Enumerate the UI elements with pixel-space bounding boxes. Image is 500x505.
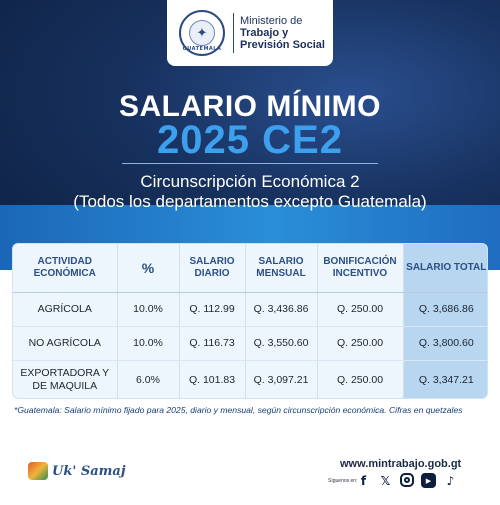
table-row (13, 292, 488, 326)
cell-mensual: Q. 3,550.60 (245, 326, 317, 360)
cell-actividad: NO AGRÍCOLA (13, 326, 117, 360)
salary-table-card (12, 243, 488, 399)
cell-total: Q. 3,800.60 (403, 326, 488, 360)
ministry-line-2: Trabajo y (240, 27, 289, 39)
cell-percent: 10.0% (117, 326, 179, 360)
footnote: *Guatemala: Salario mínimo fijado para 2025, diario y mensual, según circunscripción económica. Cifras en quetzales (14, 405, 463, 415)
title-divider (122, 163, 378, 164)
social-links (356, 473, 458, 488)
cell-total: Q. 3,686.86 (403, 292, 488, 326)
cell-percent: 10.0% (117, 292, 179, 326)
cell-diario: Q. 101.83 (179, 360, 245, 399)
header-diario: SALARIO DIARIO (179, 244, 245, 292)
header-bonificacion: BONIFICACIÓN INCENTIVO (317, 244, 403, 292)
cell-diario: Q. 116.73 (179, 326, 245, 360)
x-icon[interactable]: 𝕏 (380, 473, 391, 488)
table-row (13, 326, 488, 360)
header-percent: % (117, 244, 179, 292)
logo-divider (233, 13, 234, 53)
ministry-line-1: Ministerio de (240, 15, 303, 27)
website-link[interactable]: www.mintrabajo.gob.gt (340, 458, 462, 470)
header-total: SALARIO TOTAL (403, 244, 488, 292)
tiktok-icon[interactable]: ♪ (446, 473, 455, 488)
page-title: SALARIO MÍNIMO (119, 90, 381, 123)
ministry-line-3: Previsión Social (240, 39, 325, 51)
cell-mensual: Q. 3,097.21 (245, 360, 317, 399)
cell-bonificacion: Q. 250.00 (317, 360, 403, 399)
guatemala-seal-icon: ✦ GUATEMALA (179, 10, 225, 56)
page-subtitle-year: 2025 CE2 (157, 118, 343, 162)
cell-actividad: EXPORTADORA Y DE MAQUILA (20, 367, 110, 393)
circumscription-title: Circunscripción Económica 2 (140, 172, 360, 191)
uk-samaj-logo[interactable] (28, 462, 126, 480)
follow-label: Síguenos en: (328, 478, 358, 484)
circumscription-description: (Todos los departamentos excepto Guatemala) (73, 192, 427, 211)
instagram-icon[interactable] (400, 473, 414, 487)
cell-percent: 6.0% (117, 360, 179, 399)
brand-name: Uk' Samaj (52, 463, 126, 479)
cell-diario: Q. 112.99 (179, 292, 245, 326)
table-header-row (13, 244, 488, 292)
cell-bonificacion: Q. 250.00 (317, 326, 403, 360)
cell-total: Q. 3,347.21 (403, 360, 488, 399)
cell-actividad: AGRÍCOLA (13, 292, 117, 326)
ministry-logo[interactable] (167, 0, 333, 66)
table-row (13, 360, 488, 399)
header-actividad: ACTIVIDAD ECONÓMICA (13, 244, 117, 292)
header-mensual: SALARIO MENSUAL (245, 244, 317, 292)
cell-mensual: Q. 3,436.86 (245, 292, 317, 326)
uk-samaj-emblem-icon (28, 462, 48, 480)
youtube-icon[interactable]: ▶ (421, 473, 436, 488)
salary-table (13, 244, 488, 399)
ministry-name (240, 15, 325, 51)
cell-bonificacion: Q. 250.00 (317, 292, 403, 326)
facebook-icon[interactable]: f (360, 473, 367, 488)
